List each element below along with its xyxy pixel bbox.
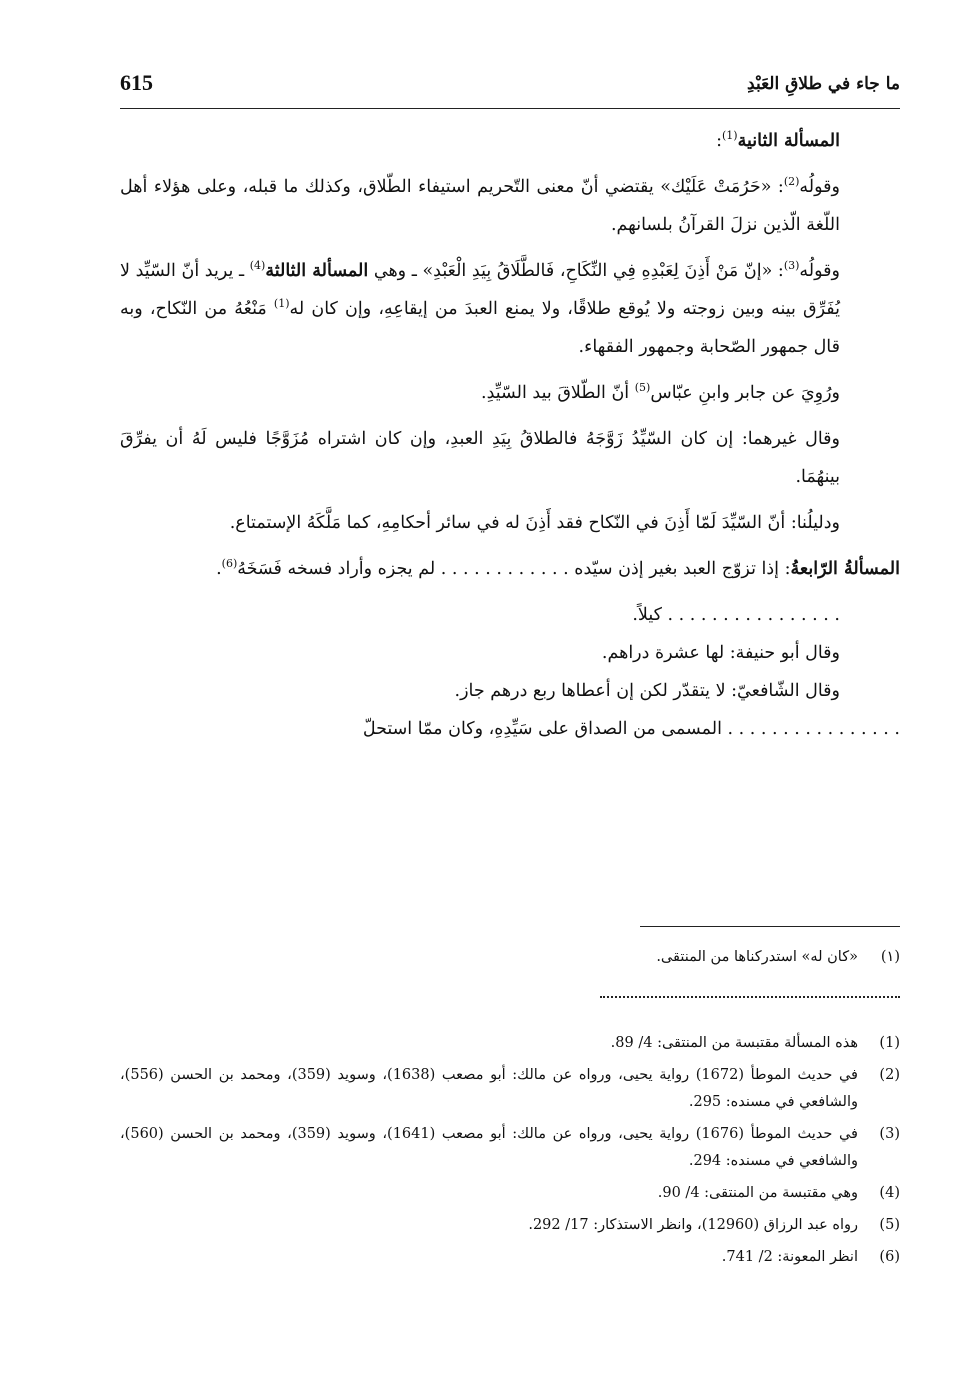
- issue-three-heading: المسألة الثالثة: [265, 261, 369, 281]
- paragraph-11: [120, 710, 900, 748]
- footnote: [120, 1244, 900, 1271]
- footnote-ref: (1): [273, 297, 290, 311]
- p3-start: وقولُه: [799, 261, 840, 281]
- p8-text: كيلاً.: [632, 605, 668, 625]
- paragraph-4: [120, 374, 900, 412]
- running-head: ما جاء في طلاقِ العَبْدِ: [747, 74, 900, 94]
- footnote-ref: (2): [783, 175, 800, 189]
- dotted-separator: [600, 996, 900, 998]
- paragraph-5: وقال غيرهما: إن كان السّيِّدُ زَوَّجَهُ فالطلاقُ بِيَدِ العبدِ، وإن كان اشتراه مُزَوَّجًا فليس لَهُ أن يفرِّقَ بينهُمَا.: [120, 429, 840, 487]
- header-rule: [120, 108, 900, 109]
- p11-text: المسمى من الصداق على سَيِّدِهِ، وكان ممّا استحلّ: [362, 719, 728, 739]
- paragraph-2: [120, 168, 900, 244]
- p4-end: أنّ الطّلاقَ بيد السّيِّدِ.: [481, 383, 635, 403]
- footnote-text: هذه المسألة مقتبسة من المنتقى: 4/ 89.: [610, 1035, 858, 1051]
- footnote: [120, 1180, 900, 1207]
- footnote: [120, 1121, 900, 1175]
- footnote: [120, 1062, 900, 1116]
- paragraph-6: ودليلُنا: أنّ السّيِّدَ لَمّا أَذِنَ في النّكاح فقد أَذِنَ له في سائر أحكامِهِ، كما مَلَّكَهُ الإستمتاع.: [229, 513, 840, 533]
- paragraph-3: [120, 252, 900, 366]
- issue-four-heading: المسألةُ الرّابعةُ: [790, 559, 900, 579]
- footnote: [120, 1212, 900, 1239]
- p7-end: .: [216, 559, 222, 579]
- p2-start: وقولُه: [799, 177, 840, 197]
- footnote-ref: (6): [221, 557, 238, 571]
- issue-two-heading: المسألة الثانية: [737, 131, 840, 151]
- footnote-text: في حديث الموطأ (1672) رواية يحيى، ورواه عن مالك: أبو مصعب (1638)، وسويد (359)، ومحمد بن الحسن (556)، والشافعي في مسنده: 295.: [120, 1067, 858, 1110]
- footnote-text: وهي مقتبسة من المنتقى: 4/ 90.: [657, 1185, 858, 1201]
- footnote-ref: (5): [634, 381, 651, 395]
- p7-text: : إذا تزوّج العبد بغير إذن سيّده: [574, 559, 791, 579]
- paragraph-issue-four: [120, 550, 900, 588]
- page-header: [120, 68, 900, 108]
- lacuna-dots: . . . . . . . . . . . .: [440, 559, 569, 579]
- footnote-ref: (4): [249, 259, 266, 273]
- editor-note-text: «كان له» استدركناها من المنتقى.: [656, 949, 858, 965]
- footnote-number: (3): [879, 1126, 900, 1142]
- editor-note: [120, 944, 900, 975]
- paragraph-issue-two: [120, 122, 900, 160]
- footnote-separator: [640, 926, 900, 927]
- footnote-number: (6): [879, 1249, 900, 1265]
- footnotes: [120, 1030, 900, 1276]
- footnote-ref: (3): [783, 259, 800, 273]
- editor-note-number: (١): [880, 949, 900, 965]
- issue-two-colon: :: [716, 131, 722, 151]
- p2-text: : «حَرُمَتْ عَلَيْك» يقتضي أنّ معنى التّحريم استيفاء الطّلاق، وكذلك ما قبله، وعلى هؤلاء أهل اللّغة الّذين نزلَ القرآنُ بلسانهم.: [120, 177, 840, 235]
- p3-end: مَنْعُهُ من النّكاح، وبه قال جمهور الصّحابة وجمهور الفقهاء.: [120, 299, 840, 357]
- footnote-text: رواه عبد الرزاق (12960)، وانظر الاستذكار: 17/ 292.: [528, 1217, 858, 1233]
- p3-quote: : «إنّ مَنْ أَذِنَ لِعَبْدِهِ فِي النِّكَاحِ، فَالطَّلَاقُ بِيَدِ الْعَبْدِ» ـ وهي: [368, 261, 784, 281]
- main-text: [120, 122, 900, 748]
- p4-start: ورُوِيَ عن جابر وابنِ عبّاس: [650, 383, 840, 403]
- lacuna-dots: . . . . . . . . . . . . . . . .: [727, 719, 900, 739]
- paragraph-8: [120, 596, 900, 634]
- editor-note-row: [120, 944, 900, 970]
- footnote-text: انظر المعونة: 2/ 741.: [721, 1249, 858, 1265]
- footnote-number: (2): [879, 1067, 900, 1083]
- footnote-number: (1): [879, 1035, 900, 1051]
- p7-text-2: لم يجزه وأراد فسخه فَسَخَهُ: [237, 559, 441, 579]
- footnote-number: (5): [879, 1217, 900, 1233]
- p3-text: ـ يريد أنّ السّيِّد لا يُفَرِّق بينه وبين زوجته ولا يُوقع طلاقًا، ولا يمنع العبدَ من إيقاعِهِ، وإن كان له: [120, 261, 841, 319]
- paragraph-9: وقال أبو حنيفة: لها عشرة دراهم.: [601, 643, 840, 663]
- paragraph-10: وقال الشّافعيّ: لا يتقدّر لكن إن أعطاها ربع درهم جاز.: [454, 681, 840, 701]
- footnote-ref: (1): [722, 129, 738, 143]
- lacuna-dots: . . . . . . . . . . . . . . . .: [667, 605, 840, 625]
- footnote: [120, 1030, 900, 1057]
- footnote-text: في حديث الموطأ (1676) رواية يحيى، ورواه عن مالك: أبو مصعب (1641)، وسويد (359)، ومحمد بن الحسن (560)، والشافعي في مسنده: 294.: [120, 1126, 858, 1169]
- page-number: 615: [120, 70, 153, 95]
- footnote-number: (4): [879, 1185, 900, 1201]
